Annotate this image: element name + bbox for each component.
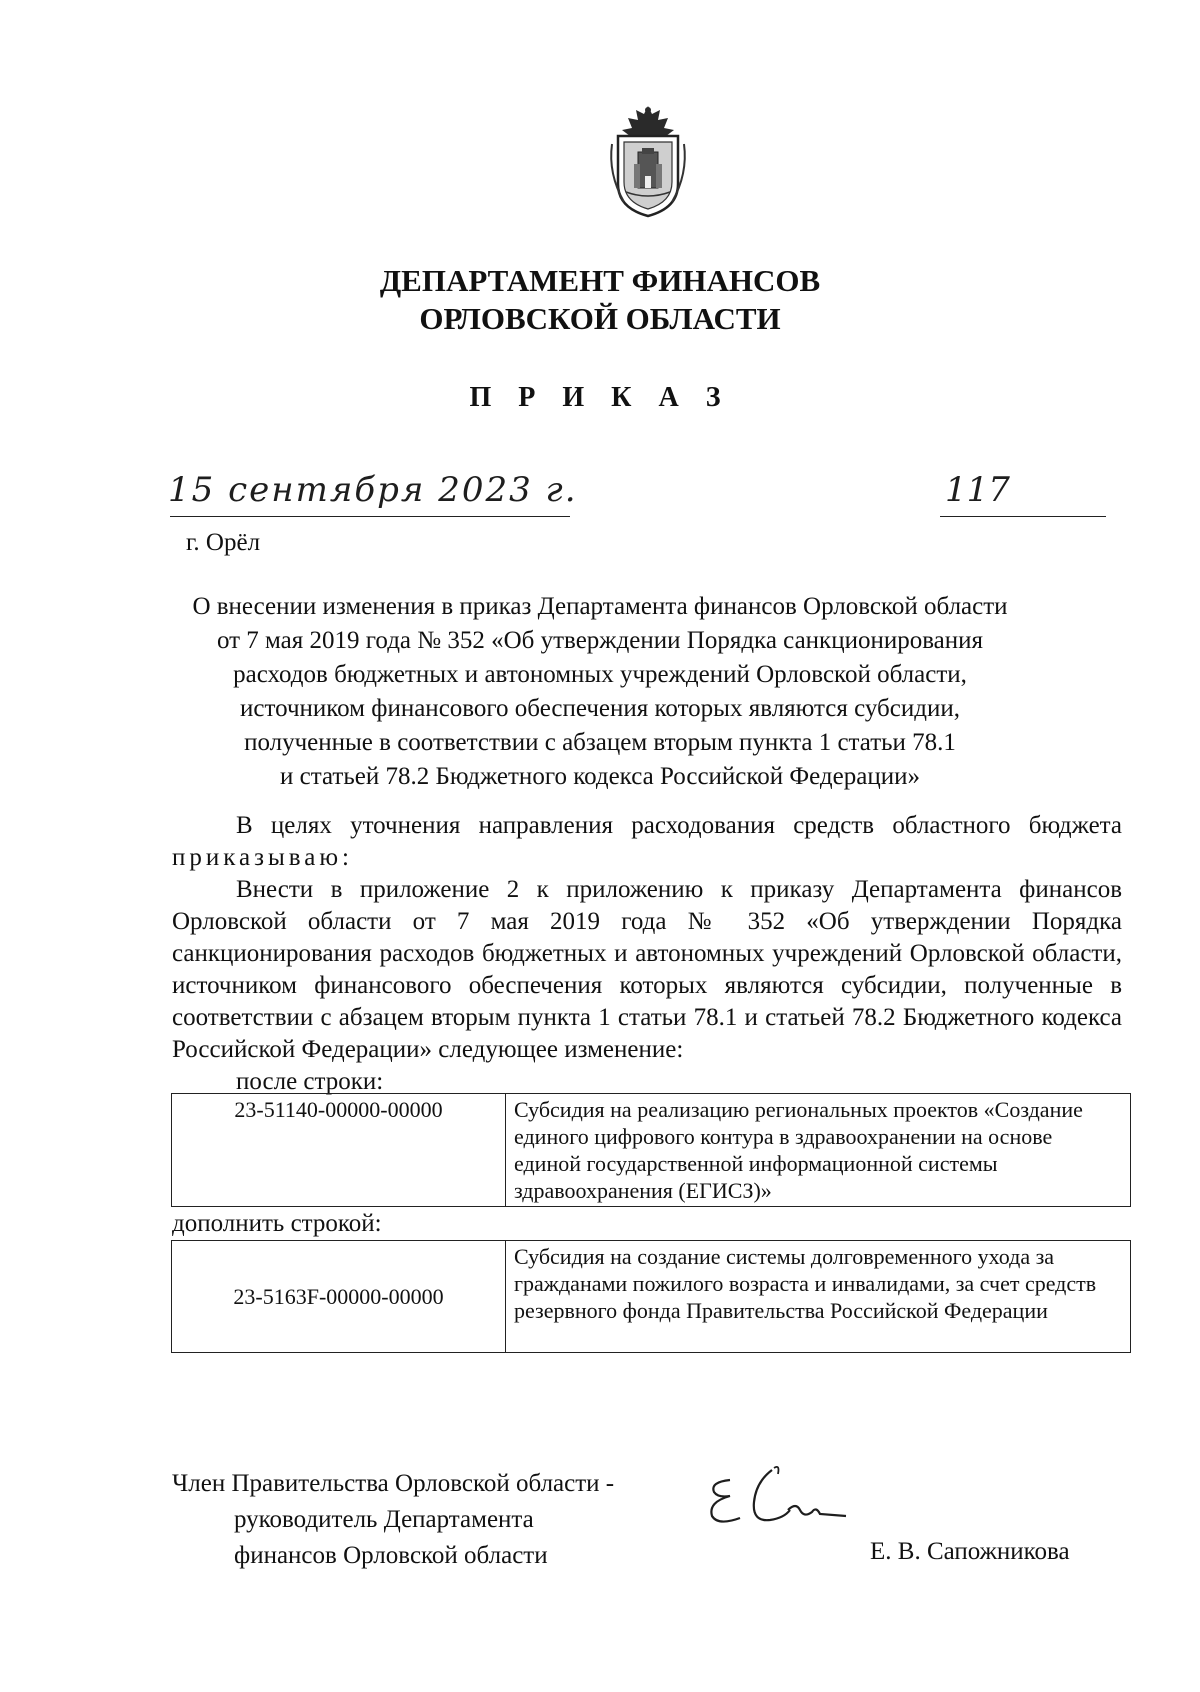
new-row-table <box>171 1240 1131 1353</box>
signatory-title <box>172 1466 614 1574</box>
signatory-line: финансов Орловской области <box>234 1542 548 1569</box>
department-name-line2: ОРЛОВСКОЙ ОБЛАСТИ <box>419 301 781 336</box>
subject-line: от 7 мая 2019 года № 352 «Об утверждении Порядка санкционирования <box>216 627 984 654</box>
budget-code-cell: 23-51140-00000-00000 <box>172 1094 506 1207</box>
signatory-line: руководитель Департамента <box>234 1506 534 1533</box>
document-date: 15 сентября 2023 г. <box>168 470 578 510</box>
subject-line: расходов бюджетных и автономных учреждений Орловской области, <box>233 661 967 688</box>
order-paragraph: Внести в приложение 2 к приложению к приказу Департамента финансов Орловской области от 7 мая 2019 года № 352 «Об утверждении Порядка санкционирования расходов бюджетных и автономных учреждений Орловской области, источником финансового обеспечения которых являются субсидии, полученные в соответствии с абзацем вторым пункта 1 статьи 78.1 и статьей 78.2 Бюджетного кодекса Российской Федерации» следующее изменение: <box>172 876 1122 1063</box>
department-name-line1: ДЕПАРТАМЕНТ ФИНАНСОВ <box>379 263 821 298</box>
after-row-label: после строки: <box>236 1068 384 1095</box>
subject-line: полученные в соответствии с абзацем вторым пункта 1 статьи 78.1 <box>244 729 956 756</box>
description-cell: Субсидия на реализацию региональных проектов «Создание единого цифрового контура в здравоохранении на основе единой государственной информационной системы здравоохранения (ЕГИСЗ)» <box>506 1094 1131 1207</box>
budget-code-cell: 23-5163F-00000-00000 <box>172 1241 506 1353</box>
city: г. Орёл <box>186 529 261 556</box>
add-row-label: дополнить строкой: <box>172 1210 382 1237</box>
signer-name: Е. В. Сапожникова <box>870 1538 1070 1565</box>
description-cell: Субсидия на создание системы долговременного ухода за гражданами пожилого возраста и инвалидами, за счет средств резервного фонда Правительства Российской Федерации <box>506 1241 1131 1353</box>
existing-row-table <box>171 1093 1131 1207</box>
document-subject <box>150 590 1050 794</box>
subject-line: источником финансового обеспечения которых являются субсидии, <box>240 695 960 722</box>
subject-line: О внесении изменения в приказ Департамента финансов Орловской области <box>192 593 1008 620</box>
document-type-title: П Р И К А З <box>469 382 731 413</box>
table-row <box>172 1094 1131 1207</box>
number-underline <box>940 516 1106 517</box>
signatory-line: Член Правительства Орловской области - <box>172 1470 615 1497</box>
subject-line: и статьей 78.2 Бюджетного кодекса Российской Федерации» <box>280 763 920 790</box>
date-underline <box>170 516 570 517</box>
document-number: 117 <box>945 470 1010 510</box>
order-word: приказываю: <box>172 844 353 871</box>
table-row <box>172 1241 1131 1353</box>
preamble-paragraph <box>172 810 1122 874</box>
preamble-text: В целях уточнения направления расходования средств областного бюджета <box>236 812 1122 839</box>
coat-of-arms-icon <box>604 104 692 218</box>
handwritten-signature <box>700 1462 850 1532</box>
